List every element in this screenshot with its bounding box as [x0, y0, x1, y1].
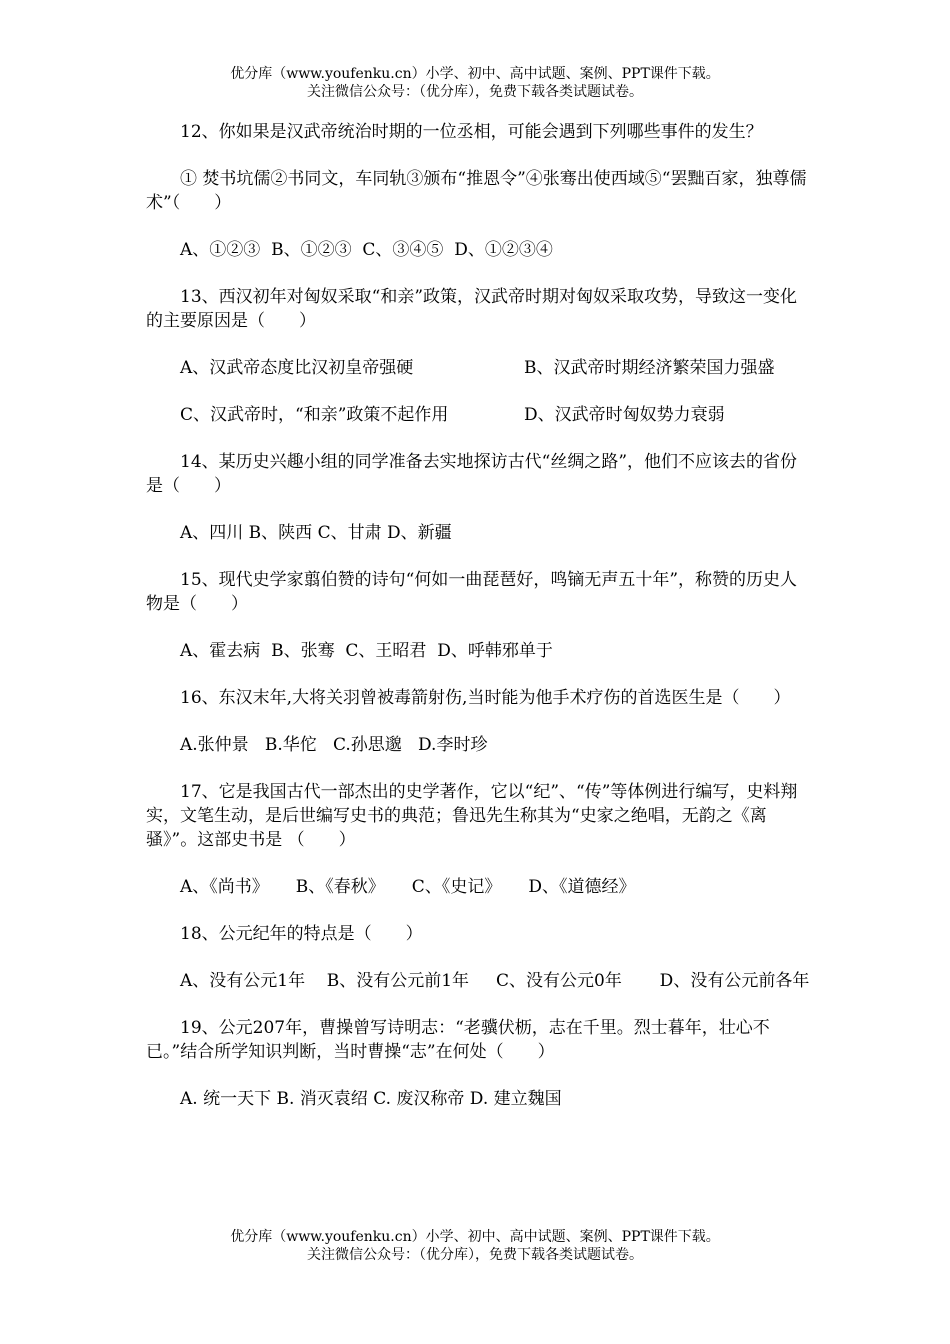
- q12-items: ① 焚书坑儒②书同文，车同轨③颁布“推恩令”④张骞出使西域⑤“罢黜百家，独尊儒术”（ ）: [146, 169, 807, 213]
- q13-stem: 13、西汉初年对匈奴采取“和亲”政策，汉武帝时期对匈奴采取攻势，导致这一变化的主要原因是（ ）: [146, 287, 798, 331]
- q18-stem: 18、公元纪年的特点是（ ）: [180, 924, 423, 944]
- q14-stem: 14、某历史兴趣小组的同学准备去实地探访古代“丝绸之路”，他们不应该去的省份是（ ）: [146, 452, 798, 496]
- header-line-1: 优分库（www.youfenku.cn）小学、初中、高中试题、案例、PPT课件下载。: [230, 66, 720, 82]
- q19-options: A. 统一天下 B. 消灭袁绍 C. 废汉称帝 D. 建立魏国: [180, 1089, 562, 1109]
- question-list: [146, 120, 811, 1111]
- q12-stem: 12、你如果是汉武帝统治时期的一位丞相，可能会遇到下列哪些事件的发生？: [180, 122, 763, 142]
- q13-option-c: C、汉武帝时，“和亲”政策不起作用: [180, 405, 449, 425]
- footer-line-1: 优分库（www.youfenku.cn）小学、初中、高中试题、案例、PPT课件下载。: [230, 1229, 720, 1245]
- q19-stem: 19、公元207年，曹操曾写诗明志：“老骥伏枥，志在千里。烈士暮年，壮心不已。”结合所学知识判断，当时曹操“志”在何处（ ）: [146, 1018, 770, 1062]
- header-line-2: 关注微信公众号：（优分库），免费下载各类试题试卷。: [307, 84, 643, 100]
- q16-stem: 16、东汉末年,大将关羽曾被毒箭射伤,当时能为他手术疗伤的首选医生是（ ）: [180, 688, 791, 708]
- q15-stem: 15、现代史学家翦伯赞的诗句“何如一曲琵琶好，鸣镝无声五十年”，称赞的历史人物是（ ）: [146, 570, 798, 614]
- q12-options: A、①②③ B、①②③ C、③④⑤ D、①②③④: [180, 240, 553, 260]
- q13-option-b: B、汉武帝时期经济繁荣国力强盛: [524, 358, 775, 378]
- q17-stem: 17、它是我国古代一部杰出的史学著作，它以“纪”、“传”等体例进行编写，史料翔实，文笔生动，是后世编写史书的典范；鲁迅先生称其为“史家之绝唱，无韵之《离骚》”。这部史书是 （ ）: [146, 782, 798, 850]
- q13-option-d: D、汉武帝时匈奴势力衰弱: [524, 405, 725, 425]
- page-footer: [0, 1228, 950, 1264]
- q13-options-row-1: [146, 356, 811, 380]
- q16-options: A.张仲景 B.华佗 C.孙思邈 D.李时珍: [180, 735, 488, 755]
- q14-options: A、四川 B、陕西 C、甘肃 D、新疆: [180, 523, 452, 543]
- q13-options-row-2: [146, 403, 811, 427]
- q17-options: A、《尚书》 B、《春秋》 C、《史记》 D、《道德经》: [180, 877, 636, 897]
- q15-options: A、霍去病 B、张骞 C、王昭君 D、呼韩邪单于: [180, 641, 553, 661]
- footer-line-2: 关注微信公众号：（优分库），免费下载各类试题试卷。: [307, 1247, 643, 1263]
- q18-options: A、没有公元1年 B、没有公元前1年 C、没有公元0年 D、没有公元前各年: [180, 971, 810, 991]
- page-header: [0, 65, 950, 101]
- q13-option-a: A、汉武帝态度比汉初皇帝强硬: [180, 358, 414, 378]
